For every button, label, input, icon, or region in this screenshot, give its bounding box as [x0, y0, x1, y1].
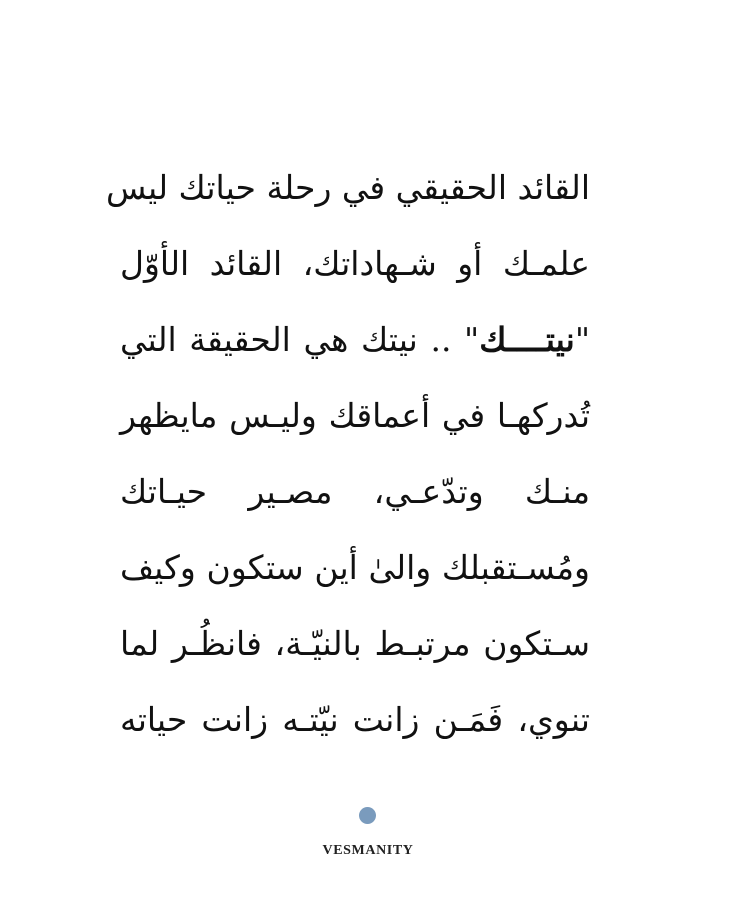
- quote-line-7: سـتكون مرتبـط بالنيّـة، فانظُـر لما: [120, 624, 590, 663]
- quote-line-3: "نيتــــك" .. نيتك هي الحقيقة التي: [120, 320, 590, 359]
- quote-line-5: منـك وتدّعـي، مصـير حيـاتك: [120, 472, 590, 511]
- quote-line-1: القائد الحقيقي في رحلة حياتك ليس: [105, 168, 590, 207]
- brand-name: VESMANITY: [322, 843, 414, 858]
- quote-line-4: تُدركهـا في أعماقك وليـس مايظهر: [120, 396, 590, 435]
- brand-dot-icon: [359, 807, 376, 824]
- quote-text: [105, 150, 590, 758]
- quote-line-6: ومُسـتقبلك والىٰ أين ستكون وكيف: [120, 548, 590, 587]
- quote-line-2: علمـك أو شـهاداتك، القائد الأوّل: [120, 244, 590, 283]
- emphasized-word: نيتــــك: [479, 320, 575, 359]
- quote-line-8: تنوي، فَمَـن زانت نيّتـه زانت حياته: [120, 700, 590, 739]
